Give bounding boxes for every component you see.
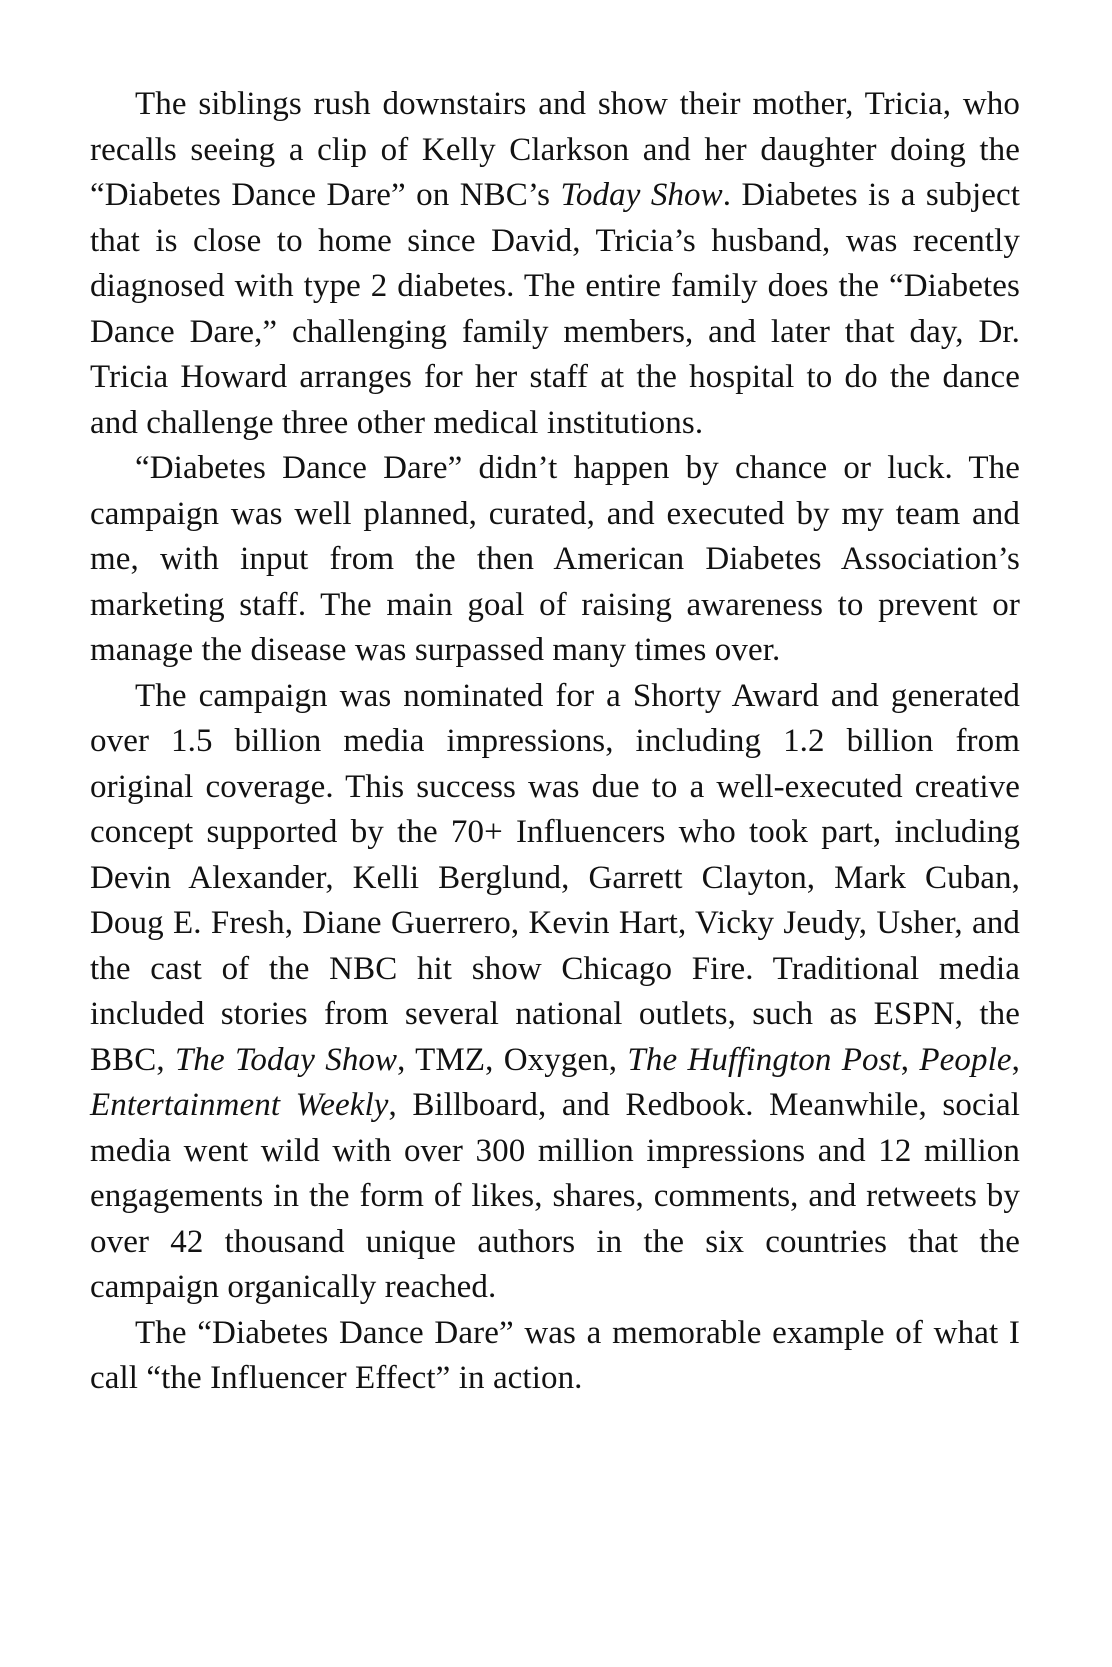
- text-run: The campaign was nominated for a Shorty Award and generated over 1.5 billion media impressions, including 1.2 billion from original coverage. This success was due to a well-executed creative concept supported by the 70+ Influencers who took part, including Devin Alexander, Kelli Berglund, Garrett Clayton, Mark Cuban, Doug E. Fresh, Diane Guerrero, Kevin Hart, Vicky Jeudy, Usher, and the cast of the NBC hit show Chicago Fire. Traditional media included stories from several national outlets, such as ESPN, the BBC,: [90, 677, 1020, 1078]
- italic-text-run: People: [919, 1041, 1012, 1078]
- italic-text-run: The Huffington Post: [627, 1041, 901, 1078]
- text-run: The siblings rush downstairs and show their mother, Tricia, who recalls seeing a clip of Kelly Clarkson and her daughter doing the “Diabetes Dance Dare” on NBC’s: [90, 86, 1020, 213]
- paragraph: [90, 1311, 1020, 1402]
- text-run: . Diabetes is a subject that is close to home since David, Tricia’s husband, was recently diagnosed with type 2 diabetes. The entire family does the “Diabetes Dance Dare,” challenging family members, and later that day, Dr. Tricia Howard arranges for her staff at the hospital to do the dance and challenge three other medical institutions.: [90, 177, 1020, 441]
- italic-text-run: The Today Show: [174, 1041, 398, 1078]
- text-run: , TMZ, Oxygen,: [397, 1041, 628, 1078]
- text-run: ,: [900, 1041, 920, 1078]
- text-run: “Diabetes Dance Dare” didn’t happen by chance or luck. The campaign was well planned, curated, and executed by my team and me, with input from the then American Diabetes Association’s marketing staff. The main goal of raising awareness to prevent or manage the disease was surpassed many times over.: [90, 450, 1020, 668]
- text-run: , Billboard, and Redbook. Meanwhile, social media went wild with over 300 million impressions and 12 million engagements in the form of likes, shares, comments, and retweets by over 42 thousand unique authors in the six countries that the campaign organically reached.: [90, 1087, 1020, 1305]
- italic-text-run: Today Show: [560, 177, 723, 213]
- paragraph: [90, 674, 1020, 1311]
- italic-text-run: Entertainment Weekly: [90, 1087, 389, 1123]
- text-run: The “Diabetes Dance Dare” was a memorable example of what I call “the Influencer Effect” in action.: [90, 1314, 1020, 1396]
- page-text: [90, 82, 1020, 1402]
- paragraph: [90, 82, 1020, 446]
- paragraph: [90, 446, 1020, 674]
- text-run: ,: [1011, 1041, 1020, 1078]
